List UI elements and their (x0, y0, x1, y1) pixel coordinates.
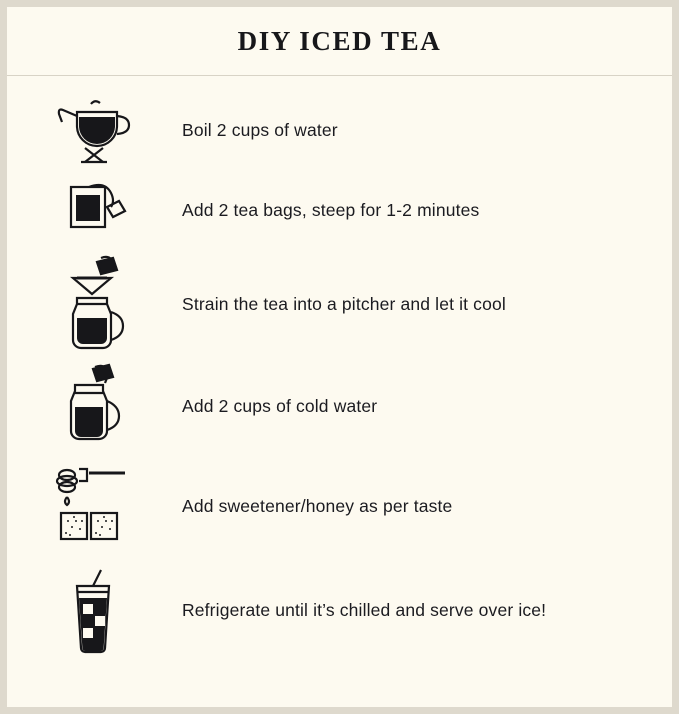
steps-list (7, 76, 672, 662)
step-text: Strain the tea into a pitcher and let it cool (182, 293, 506, 314)
pitcher-pouring-icon (7, 361, 182, 451)
list-item (7, 250, 672, 358)
list-item (7, 170, 672, 250)
list-item (7, 90, 672, 170)
step-text: Refrigerate until it’s chilled and serve over ice! (182, 599, 547, 620)
teapot-icon (7, 94, 182, 166)
list-item (7, 358, 672, 454)
step-text: Boil 2 cups of water (182, 119, 338, 140)
recipe-card (7, 7, 672, 707)
iced-drink-glass-icon (7, 562, 182, 658)
honey-dipper-and-sugar-cubes-icon (7, 459, 182, 553)
pitcher-with-strainer-icon (7, 252, 182, 356)
list-item (7, 558, 672, 662)
card-header (7, 7, 672, 76)
step-text: Add 2 tea bags, steep for 1-2 minutes (182, 199, 480, 220)
page-title: DIY ICED TEA (237, 25, 442, 56)
step-text: Add sweetener/honey as per taste (182, 495, 453, 516)
tea-bag-icon (7, 173, 182, 247)
list-item (7, 454, 672, 558)
step-text: Add 2 cups of cold water (182, 395, 378, 416)
